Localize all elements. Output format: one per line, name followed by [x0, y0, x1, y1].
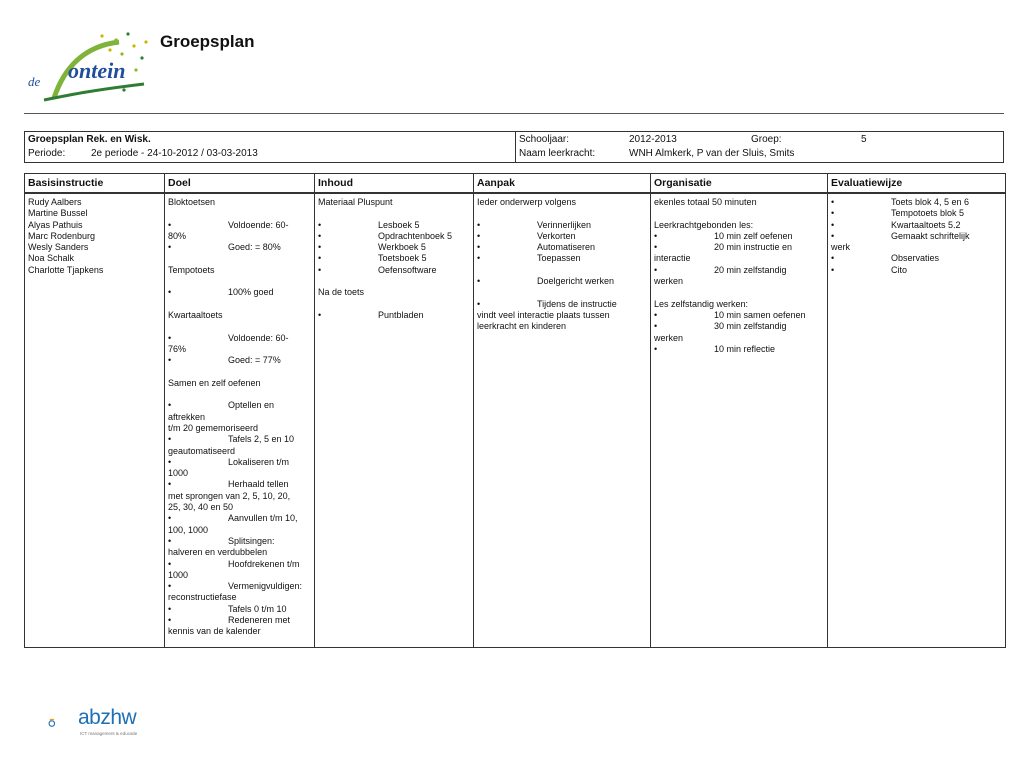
svg-text:de: de	[28, 74, 41, 89]
doel-item-cont: 100, 1000	[168, 524, 209, 535]
evaluatie-item: Gemaakt schriftelijk	[891, 230, 970, 241]
groep-value: 5	[861, 134, 867, 145]
doel-item: Redeneren met	[228, 614, 291, 625]
doel-item: Lokaliseren t/m	[228, 456, 290, 467]
bullet: •	[318, 219, 322, 230]
doel-item: Goed: = 77%	[228, 355, 281, 366]
periode-label: Periode:	[28, 148, 66, 159]
plan-info-box	[24, 131, 1004, 163]
cell-evaluatiewijze	[828, 193, 1006, 648]
doel-item-cont: 80%	[168, 230, 187, 241]
abzhw-logo-icon	[48, 708, 78, 738]
student-name: Martine Bussel	[28, 208, 88, 219]
bullet: •	[831, 197, 835, 207]
bullet: •	[654, 343, 658, 354]
doel-item-cont: 25, 30, 40 en 50	[168, 502, 234, 513]
doel-item-cont: t/m 20 gememoriseerd	[168, 422, 259, 433]
bullet: •	[168, 219, 172, 230]
evaluatie-item: Observaties	[891, 253, 940, 264]
organisatie-item-cont: interactie	[654, 253, 691, 264]
inhoud-heading: Na de toets	[318, 287, 365, 298]
bullet: •	[831, 230, 835, 241]
cell-basisinstructie	[25, 193, 165, 648]
doel-item: Splitsingen:	[228, 535, 275, 546]
bullet: •	[168, 479, 172, 490]
inhoud-item: Opdrachtenboek 5	[378, 230, 453, 241]
header-divider	[24, 113, 1004, 114]
inhoud-item: Toetsboek 5	[378, 253, 427, 264]
inhoud-item: Lesboek 5	[378, 219, 420, 230]
bullet: •	[831, 219, 835, 230]
table-row	[25, 193, 1006, 648]
bullet: •	[168, 513, 172, 524]
student-name: Rudy Aalbers	[28, 197, 82, 207]
aanpak-item: Automatiseren	[537, 242, 596, 253]
groepsplan-table	[24, 173, 1006, 648]
aanpak-item-cont: vindt veel interactie plaats tussen	[477, 309, 610, 320]
doel-item-cont: 76%	[168, 343, 187, 354]
bullet: •	[318, 242, 322, 253]
bullet: •	[318, 230, 322, 241]
doel-item-cont: met sprongen van 2, 5, 10, 20,	[168, 490, 291, 501]
bullet: •	[654, 321, 658, 332]
organisatie-item: 10 min zelf oefenen	[714, 230, 793, 241]
footer-tagline: ICT management & educatie	[80, 731, 138, 736]
aanpak-item: Doelgericht werken	[537, 276, 615, 287]
de-fontein-logo	[24, 28, 154, 108]
doel-heading: Tempotoets	[168, 264, 215, 275]
col-header-inhoud: Inhoud	[315, 174, 474, 194]
bullet: •	[168, 535, 172, 546]
aanpak-item-cont: leerkracht en kinderen	[477, 321, 567, 332]
bullet: •	[477, 242, 481, 253]
inhoud-heading: Materiaal Pluspunt	[318, 197, 393, 207]
doel-item-cont: 1000	[168, 569, 189, 580]
bullet: •	[477, 298, 481, 309]
student-name: Charlotte Tjapkens	[28, 264, 104, 275]
bullet: •	[168, 287, 172, 298]
doel-item-cont: reconstructiefase	[168, 592, 237, 603]
svg-text:ontein: ontein	[68, 58, 126, 83]
student-name: Wesly Sanders	[28, 242, 89, 253]
student-name: Noa Schalk	[28, 253, 75, 264]
bullet: •	[477, 253, 481, 264]
evaluatie-item: Cito	[891, 264, 908, 275]
bullet: •	[318, 264, 322, 275]
evaluatie-item: Kwartaaltoets 5.2	[891, 219, 961, 230]
col-header-doel: Doel	[165, 174, 315, 194]
doel-heading: Samen en zelf oefenen	[168, 377, 261, 388]
cell-organisatie	[651, 193, 828, 648]
cell-aanpak	[474, 193, 651, 648]
bullet: •	[168, 581, 172, 592]
col-header-aanpak: Aanpak	[474, 174, 651, 194]
bullet: •	[168, 614, 172, 625]
doel-item: Herhaald tellen	[228, 479, 289, 490]
inhoud-item: Oefensoftware	[378, 264, 437, 275]
table-header-row	[25, 174, 1006, 194]
bullet: •	[168, 558, 172, 569]
doel-item: Tafels 2, 5 en 10	[228, 434, 295, 445]
cell-doel	[165, 193, 315, 648]
doel-item: Voldoende: 60-	[228, 219, 289, 230]
organisatie-item-cont: werken	[654, 276, 684, 287]
groep-label: Groep:	[751, 134, 782, 145]
aanpak-heading: Ieder onderwerp volgens	[477, 197, 577, 207]
organisatie-heading: Leerkrachtgebonden les:	[654, 219, 754, 230]
bullet: •	[168, 242, 172, 253]
col-header-organisatie: Organisatie	[651, 174, 828, 194]
aanpak-item: Toepassen	[537, 253, 581, 264]
doel-item: 100% goed	[228, 287, 274, 298]
bullet: •	[168, 603, 172, 614]
organisatie-heading: Les zelfstandig werken:	[654, 298, 749, 309]
organisatie-item: 10 min reflectie	[714, 343, 776, 354]
periode-value: 2e periode - 24-10-2012 / 03-03-2013	[91, 148, 258, 159]
schooljaar-label: Schooljaar:	[519, 134, 570, 145]
leerkracht-value: WNH Almkerk, P van der Sluis, Smits	[629, 148, 795, 159]
evaluatie-item: Tempotoets blok 5	[891, 208, 965, 219]
doel-item: Voldoende: 60-	[228, 332, 289, 343]
student-name: Alyas Pathuis	[28, 219, 83, 230]
bullet: •	[831, 208, 835, 219]
bullet: •	[477, 230, 481, 241]
doel-item: Aanvullen t/m 10,	[228, 513, 298, 524]
bullet: •	[318, 253, 322, 264]
info-divider	[515, 132, 516, 162]
aanpak-item: Verinnerlijken	[537, 219, 592, 230]
bullet: •	[654, 230, 658, 241]
doel-item: Optellen en	[228, 400, 275, 411]
bullet: •	[168, 355, 172, 366]
bullet: •	[831, 253, 835, 264]
doel-item-cont: kennis van de kalender	[168, 626, 261, 637]
schooljaar-value: 2012-2013	[629, 134, 677, 145]
evaluatie-item: Toets blok 4, 5 en 6	[891, 197, 970, 207]
doel-item-cont: geautomatiseerd	[168, 445, 236, 456]
bullet: •	[831, 264, 835, 275]
page-title: Groepsplan	[160, 32, 255, 51]
aanpak-item: Verkorten	[537, 230, 576, 241]
bullet: •	[477, 219, 481, 230]
organisatie-item: 20 min instructie en	[714, 242, 793, 253]
doel-item-cont: 1000	[168, 468, 189, 479]
doel-item-cont: halveren en verdubbelen	[168, 547, 268, 558]
plan-label: Groepsplan Rek. en Wisk.	[28, 134, 151, 145]
doel-heading: Kwartaaltoets	[168, 309, 223, 320]
col-header-evaluatiewijze: Evaluatiewijze	[828, 174, 1006, 194]
bullet: •	[168, 400, 172, 411]
organisatie-item: 10 min samen oefenen	[714, 309, 806, 320]
doel-item-cont: aftrekken	[168, 411, 206, 422]
student-name: Marc Rodenburg	[28, 230, 96, 241]
inhoud-item: Puntbladen	[378, 309, 424, 320]
inhoud-item: Werkboek 5	[378, 242, 426, 253]
doel-item: Goed: = 80%	[228, 242, 281, 253]
evaluatie-item-cont: werk	[831, 242, 851, 253]
organisatie-item: 20 min zelfstandig	[714, 264, 787, 275]
doel-item: Tafels 0 t/m 10	[228, 603, 287, 614]
cell-inhoud	[315, 193, 474, 648]
bullet: •	[654, 264, 658, 275]
leerkracht-label: Naam leerkracht:	[519, 148, 596, 159]
bullet: •	[654, 242, 658, 253]
col-header-basisinstructie: Basisinstructie	[25, 174, 165, 194]
bullet: •	[477, 276, 481, 287]
footer-brand: abzhw	[78, 706, 137, 729]
organisatie-item-cont: werken	[654, 332, 684, 343]
bullet: •	[654, 309, 658, 320]
doel-heading: Bloktoetsen	[168, 197, 216, 207]
aanpak-item: Tijdens de instructie	[537, 298, 617, 309]
doel-item: Hoofdrekenen t/m	[228, 558, 300, 569]
doel-item: Vermenigvuldigen:	[228, 581, 303, 592]
organisatie-item: 30 min zelfstandig	[714, 321, 787, 332]
bullet: •	[168, 456, 172, 467]
bullet: •	[168, 332, 172, 343]
bullet: •	[168, 434, 172, 445]
organisatie-heading: ekenles totaal 50 minuten	[654, 197, 757, 207]
bullet: •	[318, 309, 322, 320]
